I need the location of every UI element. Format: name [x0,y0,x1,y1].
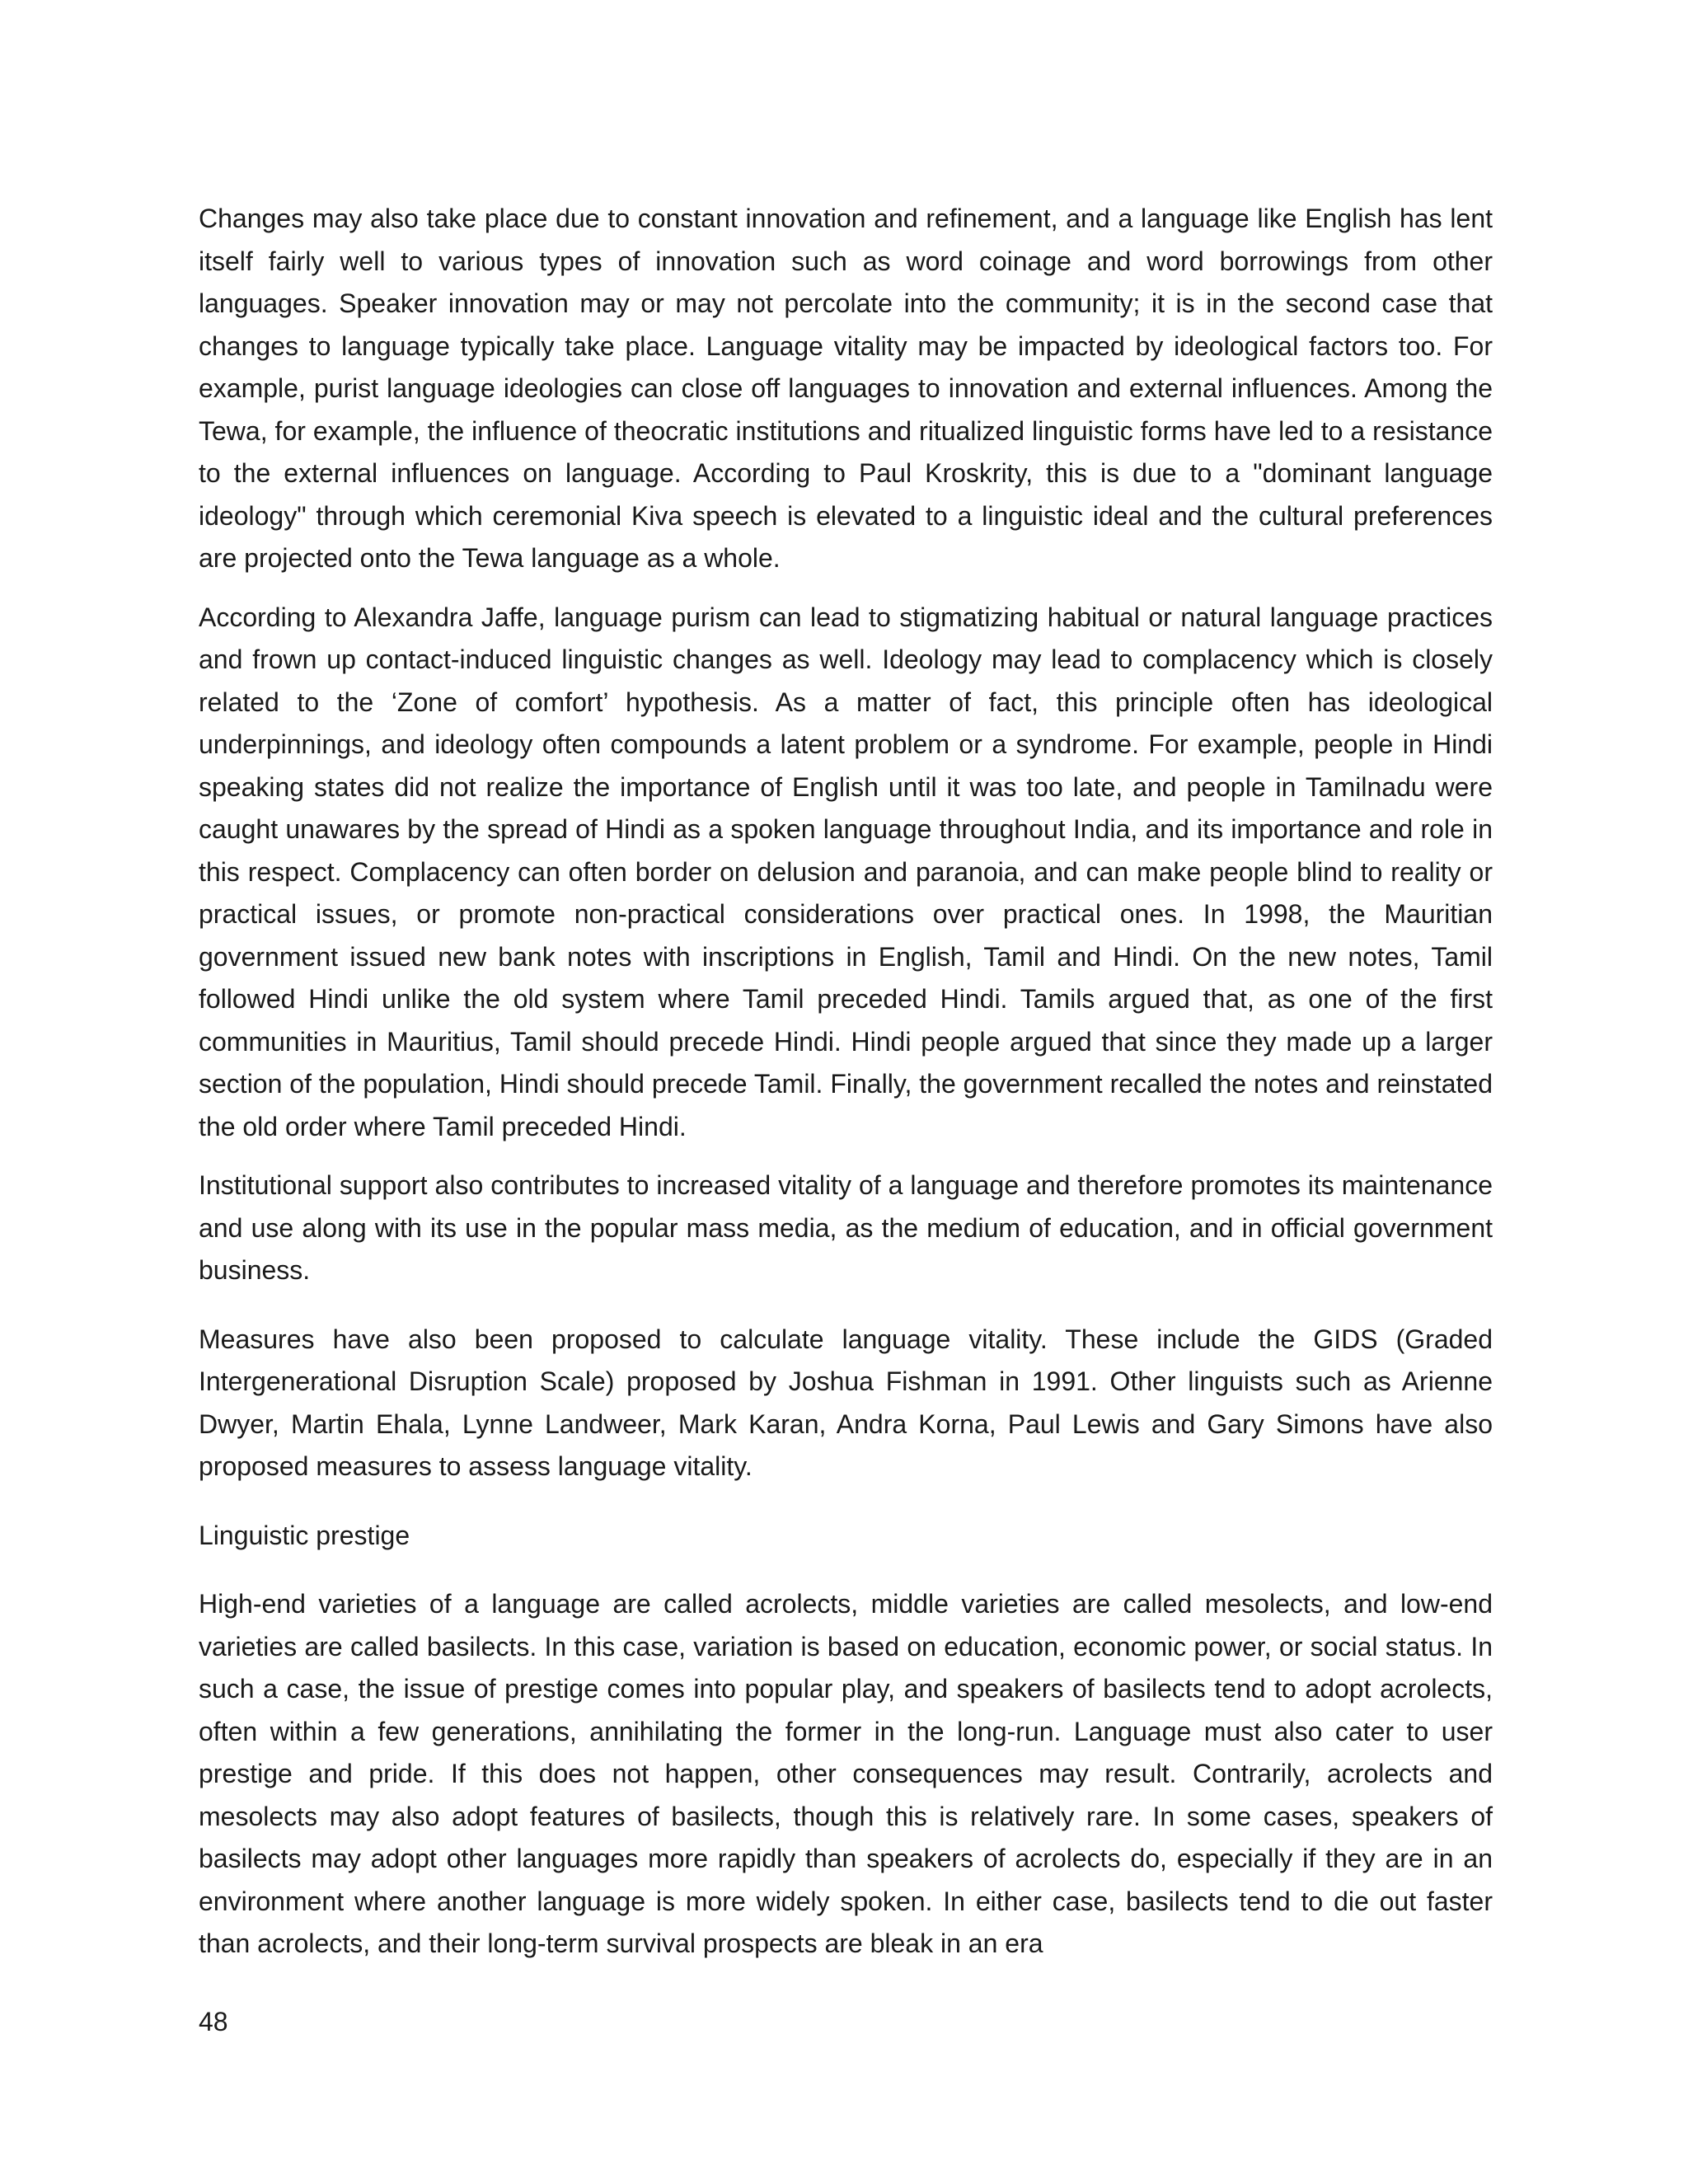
paragraph-vitality-measures: Measures have also been proposed to calculate language vitality. These include the GIDS (Graded Intergenerational Disruption Scale) proposed by Joshua Fishman in 1991. Other linguists such as Arienne Dwyer, Martin Ehala, Lynne Landweer, Mark Karan, Andra Korna, Paul Lewis and Gary Simons have also proposed measures to assess language vitality. [199,1324,1493,1481]
section-heading: Linguistic prestige [199,1520,410,1550]
paragraph-language-innovation: Changes may also take place due to constant innovation and refinement, and a language like English has lent itself fairly well to various types of innovation such as word coinage and word borrowings from other languages. Speaker innovation may or may not percolate into the community; it is in the second case that changes to language typically take place. Language vitality may be impacted by ideological factors too. For example, purist language ideologies can close off languages to innovation and external influences. Among the Tewa, for example, the influence of theocratic institutions and ritualized linguistic forms have led to a resistance to the external influences on language. According to Paul Kroskrity, this is due to a "dominant language ideology" through which ceremonial Kiva speech is elevated to a linguistic ideal and the cultural preferences are projected onto the Tewa language as a whole. [199,204,1493,573]
paragraph-institutional-support: Institutional support also contributes to increased vitality of a language and therefore promotes its maintenance and use along with its use in the popular mass media, as the medium of education, and in official government business. [199,1170,1493,1285]
page-number: 48 [199,2007,228,2036]
paragraph-language-purism: According to Alexandra Jaffe, language purism can lead to stigmatizing habitual or natural language practices and frown up contact-induced linguistic changes as well. Ideology may lead to complacency which is closely related to the ‘Zone of comfort’ hypothesis. As a matter of fact, this principle often has ideological underpinnings, and ideology often compounds a latent problem or a syndrome. For example, people in Hindi speaking states did not realize the importance of English until it was too late, and people in Tamilnadu were caught unawares by the spread of Hindi as a spoken language throughout India, and its importance and role in this respect. Complacency can often border on delusion and paranoia, and can make people blind to reality or practical issues, or promote non-practical considerations over practical ones. In 1998, the Mauritian government issued new bank notes with inscriptions in English, Tamil and Hindi. On the new notes, Tamil followed Hindi unlike the old system where Tamil preceded Hindi. Tamils argued that, as one of the first communities in Mauritius, Tamil should precede Hindi. Hindi people argued that since they made up a larger section of the population, Hindi should precede Tamil. Finally, the government recalled the notes and reinstated the old order where Tamil preceded Hindi. [199,602,1493,1141]
paragraph-linguistic-prestige: High-end varieties of a language are called acrolects, middle varieties are called mesolects, and low-end varieties are called basilects. In this case, variation is based on education, economic power, or social status. In such a case, the issue of prestige comes into popular play, and speakers of basilects tend to adopt acrolects, often within a few generations, annihilating the former in the long-run. Language must also cater to user prestige and pride. If this does not happen, other consequences may result. Contrarily, acrolects and mesolects may also adopt features of basilects, though this is relatively rare. In some cases, speakers of basilects may adopt other languages more rapidly than speakers of acrolects do, especially if they are in an environment where another language is more widely spoken. In either case, basilects tend to die out faster than acrolects, and their long-term survival prospects are bleak in an era [199,1589,1493,1958]
document-page [199,198,1493,1966]
